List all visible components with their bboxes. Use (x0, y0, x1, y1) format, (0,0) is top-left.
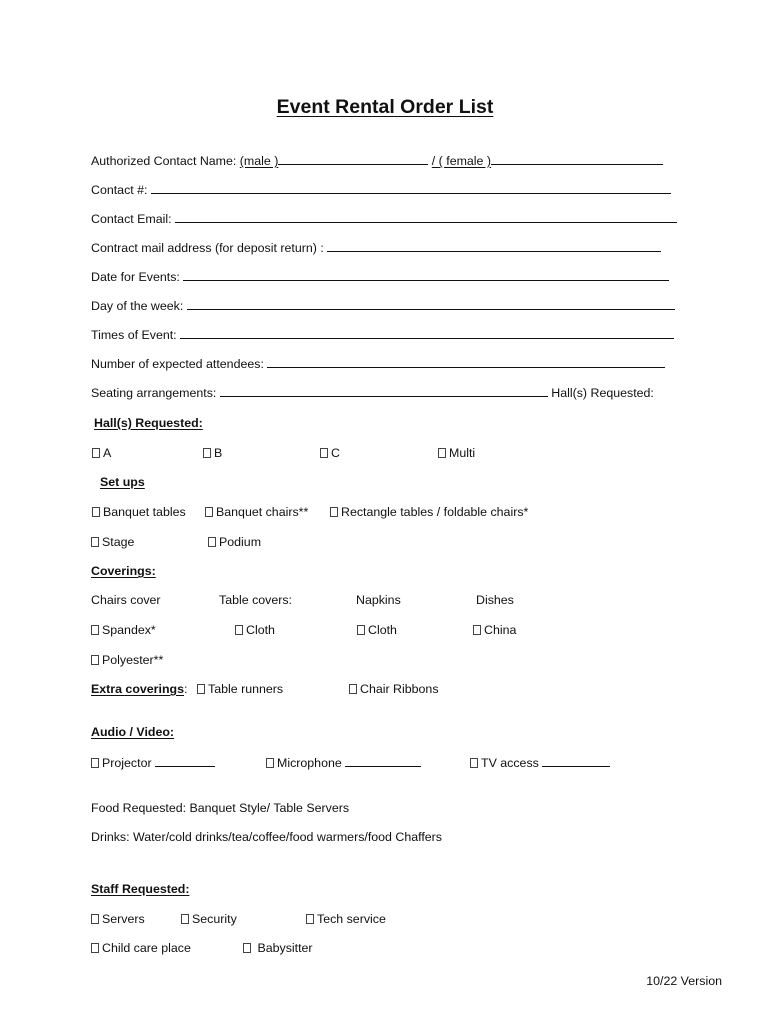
table-cloth-checkbox[interactable]: Cloth (235, 623, 275, 638)
checkbox-icon (203, 448, 211, 458)
mail-address-label: Contract mail address (for deposit return) : (91, 241, 324, 255)
halls-inline-label: Hall(s) Requested: (551, 386, 654, 400)
coverings-heading: Coverings: (91, 564, 156, 578)
contact-email-label: Contact Email: (91, 212, 172, 226)
day-of-week-label: Day of the week: (91, 299, 184, 313)
checkbox-icon (243, 943, 251, 953)
hall-a-checkbox[interactable]: A (92, 446, 111, 461)
checkbox-icon (91, 625, 99, 635)
babysitter-checkbox[interactable]: Babysitter (243, 941, 313, 956)
podium-checkbox[interactable]: Podium (208, 535, 261, 550)
checkbox-icon (330, 507, 338, 517)
checkbox-icon (306, 914, 314, 924)
chair-ribbons-checkbox[interactable]: Chair Ribbons (349, 682, 439, 697)
av-heading: Audio / Video: (91, 725, 175, 739)
version-label: 10/22 Version (646, 974, 722, 988)
drinks-text: Drinks: Water/cold drinks/tea/coffee/food warmers/food Chaffers (91, 830, 442, 844)
male-name-field[interactable] (278, 153, 428, 165)
microphone-qty-field[interactable] (345, 755, 421, 767)
event-date-label: Date for Events: (91, 270, 180, 284)
contact-number-label: Contact #: (91, 183, 148, 197)
contact-email-row (91, 211, 677, 227)
attendees-label: Number of expected attendees: (91, 357, 264, 371)
table-covers-label: Table covers: (219, 593, 292, 607)
checkbox-icon (91, 758, 99, 768)
tv-access-qty-field[interactable] (542, 755, 610, 767)
day-of-week-row (91, 298, 675, 314)
banquet-tables-checkbox[interactable]: Banquet tables (92, 505, 186, 520)
mail-address-row (91, 240, 661, 256)
checkbox-icon (91, 537, 99, 547)
checkbox-icon (92, 448, 100, 458)
checkbox-icon (438, 448, 446, 458)
halls-heading: Hall(s) Requested: (94, 416, 203, 430)
event-times-row (91, 327, 674, 343)
polyester-checkbox[interactable]: Polyester** (91, 653, 163, 668)
male-label: (male ) (239, 154, 279, 168)
extra-coverings-row: Extra coverings: (91, 682, 188, 696)
female-name-field[interactable] (491, 153, 663, 165)
checkbox-icon (205, 507, 213, 517)
projector-qty-field[interactable] (155, 755, 215, 767)
servers-checkbox[interactable]: Servers (91, 912, 145, 927)
setups-heading: Set ups (100, 475, 145, 489)
seating-label: Seating arrangements: (91, 386, 217, 400)
banquet-chairs-checkbox[interactable]: Banquet chairs** (205, 505, 308, 520)
checkbox-icon (235, 625, 243, 635)
checkbox-icon (470, 758, 478, 768)
child-care-checkbox[interactable]: Child care place (91, 941, 191, 956)
checkbox-icon (91, 914, 99, 924)
napkin-cloth-checkbox[interactable]: Cloth (357, 623, 397, 638)
event-times-label: Times of Event: (91, 328, 177, 342)
chairs-cover-label: Chairs cover (91, 593, 161, 607)
tech-service-checkbox[interactable]: Tech service (306, 912, 386, 927)
checkbox-icon (349, 684, 357, 694)
contact-number-row (91, 182, 671, 198)
hall-multi-checkbox[interactable]: Multi (438, 446, 475, 461)
checkbox-icon (197, 684, 205, 694)
checkbox-icon (357, 625, 365, 635)
checkbox-icon (92, 507, 100, 517)
dishes-label: Dishes (476, 593, 514, 607)
staff-heading: Staff Requested: (91, 882, 190, 896)
microphone-checkbox[interactable]: Microphone (266, 755, 421, 771)
napkins-label: Napkins (356, 593, 401, 607)
security-checkbox[interactable]: Security (181, 912, 237, 927)
event-date-row (91, 269, 669, 285)
stage-checkbox[interactable]: Stage (91, 535, 134, 550)
event-times-field[interactable] (180, 327, 674, 339)
contact-name-row (91, 153, 663, 169)
female-label: / ( female ) (431, 154, 492, 168)
food-requested-text: Food Requested: Banquet Style/ Table Servers (91, 801, 350, 815)
checkbox-icon (181, 914, 189, 924)
hall-c-checkbox[interactable]: C (320, 446, 340, 461)
seating-row (91, 385, 654, 401)
event-date-field[interactable] (183, 269, 669, 281)
attendees-row (91, 356, 665, 372)
mail-address-field[interactable] (327, 240, 661, 252)
checkbox-icon (91, 655, 99, 665)
hall-b-checkbox[interactable]: B (203, 446, 222, 461)
seating-field[interactable] (220, 385, 548, 397)
day-of-week-field[interactable] (187, 298, 675, 310)
attendees-field[interactable] (267, 356, 665, 368)
rectangle-tables-checkbox[interactable]: Rectangle tables / foldable chairs* (330, 505, 528, 520)
checkbox-icon (320, 448, 328, 458)
china-checkbox[interactable]: China (473, 623, 516, 638)
checkbox-icon (473, 625, 481, 635)
checkbox-icon (91, 943, 99, 953)
projector-checkbox[interactable]: Projector (91, 755, 215, 771)
spandex-checkbox[interactable]: Spandex* (91, 623, 156, 638)
contact-name-label: Authorized Contact Name: (91, 154, 237, 168)
table-runners-checkbox[interactable]: Table runners (197, 682, 283, 697)
contact-email-field[interactable] (175, 211, 677, 223)
page-title: Event Rental Order List (276, 96, 494, 118)
checkbox-icon (266, 758, 274, 768)
extra-coverings-label: Extra coverings (91, 682, 184, 696)
checkbox-icon (208, 537, 216, 547)
tv-access-checkbox[interactable]: TV access (470, 755, 610, 771)
contact-number-field[interactable] (151, 182, 671, 194)
